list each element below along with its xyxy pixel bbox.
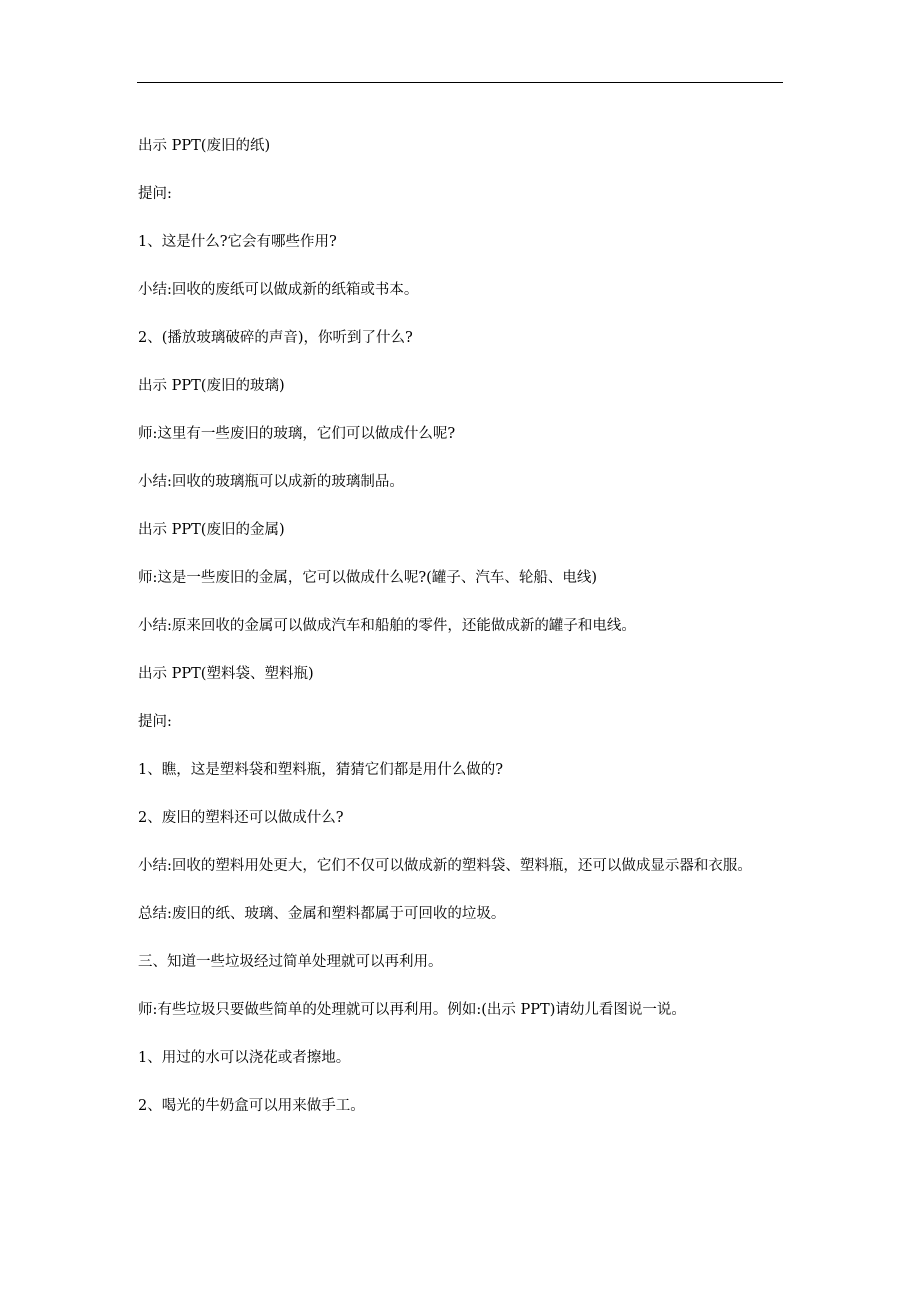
paragraph: 小结:回收的玻璃瓶可以成新的玻璃制品。 <box>138 474 404 490</box>
document-body <box>138 134 784 1142</box>
paragraph: 1、这是什么?它会有哪些作用? <box>138 234 337 250</box>
paragraph: 提问: <box>138 714 172 730</box>
paragraph: 师:有些垃圾只要做些简单的处理就可以再利用。例如:(出示 PPT)请幼儿看图说一说。 <box>138 1002 686 1018</box>
paragraph: 出示 PPT(废旧的纸) <box>138 138 271 154</box>
paragraph: 出示 PPT(废旧的金属) <box>138 522 285 538</box>
paragraph: 师:这里有一些废旧的玻璃，它们可以做成什么呢? <box>138 426 456 442</box>
paragraph: 2、喝光的牛奶盒可以用来做手工。 <box>138 1098 365 1114</box>
header-rule <box>137 82 783 83</box>
paragraph: 提问: <box>138 186 172 202</box>
paragraph: 1、瞧，这是塑料袋和塑料瓶，猜猜它们都是用什么做的? <box>138 762 503 778</box>
paragraph: 1、用过的水可以浇花或者擦地。 <box>138 1050 351 1066</box>
paragraph: 小结:回收的塑料用处更大，它们不仅可以做成新的塑料袋、塑料瓶，还可以做成显示器和衣服。 <box>138 858 752 874</box>
paragraph: 小结:回收的废纸可以做成新的纸箱或书本。 <box>138 282 419 298</box>
paragraph: 出示 PPT(塑料袋、塑料瓶) <box>138 666 314 682</box>
paragraph: 小结:原来回收的金属可以做成汽车和船舶的零件，还能做成新的罐子和电线。 <box>138 618 636 634</box>
paragraph: 2、(播放玻璃破碎的声音)，你听到了什么? <box>138 330 413 346</box>
paragraph: 总结:废旧的纸、玻璃、金属和塑料都属于可回收的垃圾。 <box>138 906 506 922</box>
paragraph: 师:这是一些废旧的金属，它可以做成什么呢?(罐子、汽车、轮船、电线) <box>138 570 597 586</box>
paragraph: 三、知道一些垃圾经过简单处理就可以再利用。 <box>138 954 443 970</box>
paragraph: 出示 PPT(废旧的玻璃) <box>138 378 285 394</box>
paragraph: 2、废旧的塑料还可以做成什么? <box>138 810 344 826</box>
